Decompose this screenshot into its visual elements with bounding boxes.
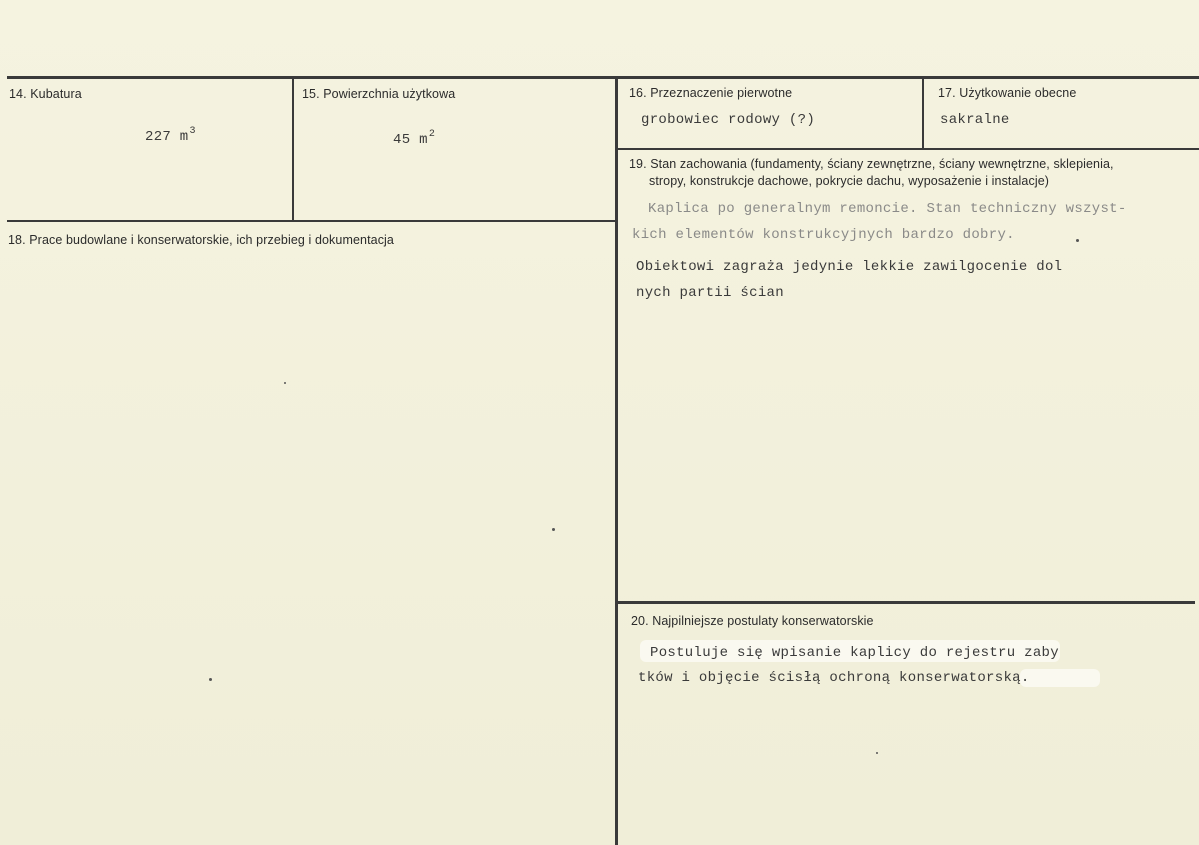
paper-speck [876, 752, 878, 754]
field-20-text-line1: Postuluje się wpisanie kaplicy do rejestru zaby [650, 645, 1059, 661]
divider-14-15 [292, 78, 294, 221]
field-17-value: sakralne [940, 112, 1010, 128]
line-above-20 [616, 601, 1195, 604]
field-20-text-line2: tków i objęcie ścisłą ochroną konserwatorską. [638, 670, 1030, 686]
field-19-label-line2: stropy, konstrukcje dachowe, pokrycie dachu, wyposażenie i instalacje) [649, 174, 1050, 188]
kubatura-text: 227 m [145, 129, 189, 145]
field-19-text-line3: Obiektowi zagraża jedynie lekkie zawilgocenie dol [636, 259, 1063, 275]
line-under-16-17 [616, 148, 1199, 150]
powierzchnia-exponent: 2 [428, 129, 436, 140]
field-16-value: grobowiec rodowy (?) [641, 112, 816, 128]
correction-smudge [1020, 669, 1100, 687]
paper-speck [209, 678, 212, 681]
divider-left-right [615, 78, 618, 845]
powierzchnia-text: 45 m [393, 132, 428, 148]
field-19-text-line1: Kaplica po generalnym remoncie. Stan techniczny wszyst- [648, 201, 1127, 217]
field-17-label: 17. Użytkowanie obecne [938, 86, 1077, 100]
field-20-label: 20. Najpilniejsze postulaty konserwatorskie [631, 614, 874, 628]
paper-speck [1076, 239, 1079, 242]
field-19-text-line2: kich elementów konstrukcyjnych bardzo dobry. [632, 227, 1015, 243]
field-19-label-line1: 19. Stan zachowania (fundamenty, ściany zewnętrzne, ściany wewnętrzne, sklepienia, [629, 157, 1114, 171]
field-14-label: 14. Kubatura [9, 87, 82, 101]
field-15-value [393, 129, 435, 148]
paper-speck [552, 528, 555, 531]
field-18-label: 18. Prace budowlane i konserwatorskie, ich przebieg i dokumentacja [8, 233, 394, 247]
field-16-label: 16. Przeznaczenie pierwotne [629, 86, 793, 100]
kubatura-exponent: 3 [189, 126, 196, 137]
divider-16-17 [922, 78, 924, 149]
field-14-value [145, 126, 196, 145]
paper-speck [284, 382, 286, 384]
field-15-label: 15. Powierzchnia użytkowa [302, 87, 456, 101]
line-under-15 [7, 220, 617, 222]
field-19-text-line4: nych partii ścian [636, 285, 784, 301]
top-border-line [7, 76, 1199, 79]
